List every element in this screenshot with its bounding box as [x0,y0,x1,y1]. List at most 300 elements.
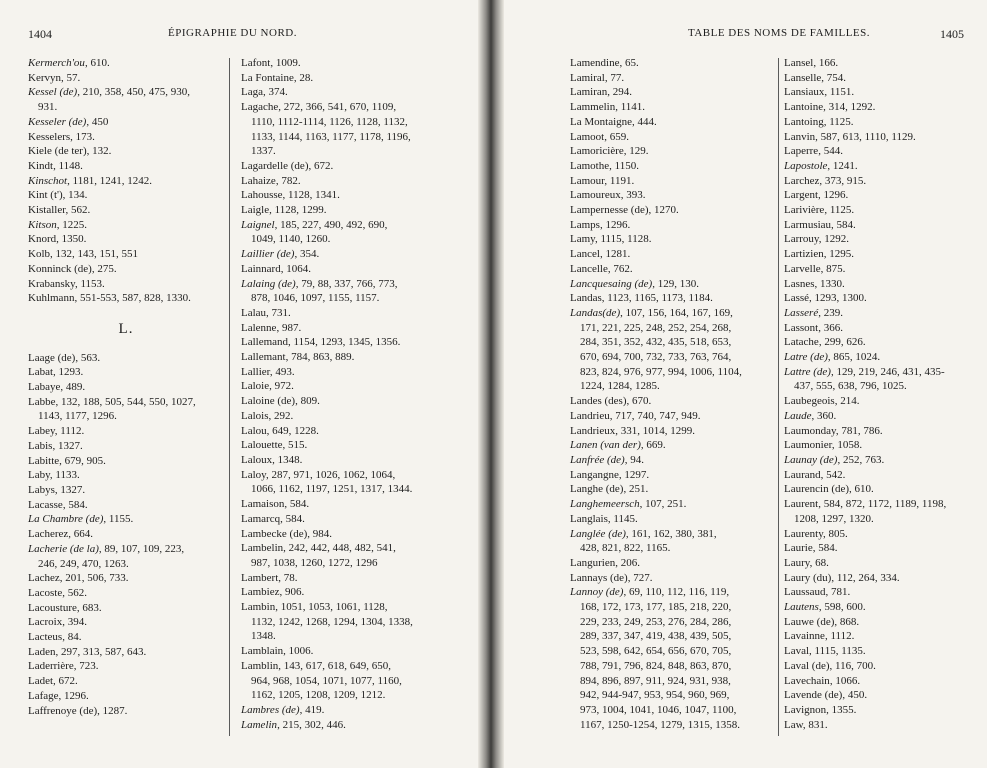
index-entry [241,541,477,556]
entry-name: Laumonier [784,439,832,452]
index-entry [570,291,776,306]
right-page [500,0,987,768]
index-entry [241,277,477,292]
index-entry [784,718,980,733]
entry-refs: , 683. [76,601,102,614]
entry-refs: , 1064. [280,262,311,275]
entry-name: Langlée (de) [570,527,626,540]
entry-refs: , 444. [632,115,657,128]
index-entry [570,85,776,100]
index-entry [241,571,477,586]
entry-refs: , 161, 162, 380, 381, [625,527,717,540]
index-entry [241,306,477,321]
index-entry [28,85,224,100]
index-entry [784,409,980,424]
entry-name: Lafage [28,689,59,702]
entries-k [28,56,224,306]
entry-refs: , 584. [831,218,856,231]
entry-refs: , 865, 1024. [827,351,881,364]
entry-continuation: 1208, 1297, 1320. [794,512,874,525]
entry-continuation: 1337. [251,145,276,158]
index-entry [28,174,224,189]
entry-refs: , 723. [73,660,99,673]
entry-refs: , 393. [620,189,646,202]
index-entry [28,56,224,71]
index-entry [241,379,477,394]
index-entry [28,203,224,218]
entry-refs: , 1006. [283,645,314,658]
entry-name: Launay (de) [784,453,838,466]
entry-refs: , 299, 626. [818,336,866,349]
entry-continuation: 670, 694, 700, 732, 733, 763, 764, [580,351,732,364]
index-entry [28,512,224,527]
entry-refs: , 1112. [824,630,855,643]
entry-name: Laillier (de) [241,248,295,261]
entry-refs: , 210, 358, 450, 475, 930, [77,86,190,99]
entry-continuation: 168, 172, 173, 177, 185, 218, 220, [580,601,732,614]
entry-refs: , 1128, 1341. [282,189,340,202]
entry-refs: , 584. [62,498,88,511]
index-entry [784,541,980,556]
entry-name: Lassont [784,321,819,334]
entry-refs: , 134. [62,189,88,202]
entry-continuation: 1162, 1205, 1208, 1209, 1212. [251,689,386,702]
index-entry [570,482,776,497]
entry-name: Langangne [570,468,619,481]
entry-name: Lambres (de) [241,703,300,716]
entry-refs: , 287, 971, 1026, 1062, 1064, [265,468,396,481]
entry-name: Langhemeersch [570,498,640,511]
entry-name: Lamoot [570,130,605,143]
entry-name: Latre (de) [784,351,828,364]
entry-refs: , 294. [607,86,633,99]
index-entry [28,395,224,410]
entry-refs: , 239. [818,306,843,319]
entry-name: Lassé [784,292,810,305]
entry-name: Lahousse [241,189,283,202]
entry-refs: , 201, 506, 733. [59,572,129,585]
entry-name: Knord [28,233,57,246]
index-entry [570,174,776,189]
entry-refs: , 1281. [599,248,631,261]
entry-refs: , 79, 88, 337, 766, 773, [295,277,398,290]
index-entry [28,439,224,454]
entry-name: Krabansky [28,277,75,290]
entry-name: Lambin [241,601,276,614]
index-entry [784,424,980,439]
entry-refs: , 1297. [618,468,650,481]
index-entry [28,365,224,380]
entry-continuation: 1224, 1284, 1285. [580,380,660,393]
entry-name: Lamendine [570,57,620,69]
entry-refs: , 185, 227, 490, 492, 690, [274,218,388,231]
entry-name: Kiele (de ter) [28,145,87,158]
index-entry [28,483,224,498]
index-entry [241,703,477,718]
index-entry [784,571,980,586]
entry-name: Laude [784,409,812,422]
index-entry [28,262,224,277]
index-entry [784,600,980,615]
entry-refs: , 1115, 1128. [594,233,652,246]
entry-name: Lamiral [570,71,605,84]
index-entry [784,232,980,247]
entry-name: Lammelin [570,101,616,114]
entry-refs: , 215, 302, 446. [277,718,346,731]
entry-name: Laffrenoye (de) [28,704,98,717]
entry-refs: , 1151. [824,86,855,99]
entry-refs: , 419. [299,703,325,716]
entry-continuation: 1066, 1162, 1197, 1251, 1317, 1344. [251,483,413,496]
entry-refs: , 669. [640,439,666,452]
entry-refs: , 1350. [56,233,87,246]
entry-continuation: 284, 351, 352, 432, 435, 518, 653, [580,336,732,349]
entry-refs: , 132. [86,145,112,158]
entry-refs: , 132, 188, 505, 544, 550, 1027, [55,395,196,408]
entry-name: Laurent [784,498,819,511]
entry-refs: , 1225. [56,218,87,231]
entry-name: Laumonday [784,424,836,437]
entry-name: Laubegeois [784,395,835,408]
index-entry [570,232,776,247]
index-entry [28,659,224,674]
entry-name: Lamothe [570,159,610,172]
entry-refs: , 984. [307,527,333,540]
entry-name: Lancel [570,248,600,261]
entry-refs: , 129. [623,145,649,158]
index-entry [570,277,776,292]
entry-name: Ladet [28,675,54,688]
index-entry [784,100,980,115]
entry-refs: , 493. [269,365,295,378]
index-entry [28,71,224,86]
entry-refs: , 670. [626,395,652,408]
entry-name: Lachez [28,572,60,585]
entry-continuation: 289, 337, 347, 419, 438, 439, 505, [580,630,732,643]
entry-name: Lancelle [570,262,608,275]
entry-refs: , 84. [62,631,82,644]
entry-refs: , 1296. [58,689,89,702]
index-entry [784,629,980,644]
right-column-divider [778,58,779,736]
entry-refs: , 112, 264, 334. [831,571,900,584]
index-entry [28,144,224,159]
index-entry [570,409,776,424]
index-entry [241,203,477,218]
left-running-title: ÉPIGRAPHIE DU NORD. [168,27,297,39]
entry-name: Lampernesse (de) [570,204,649,217]
index-entry [784,130,980,145]
entry-refs: , 69, 110, 112, 116, 119, [623,586,730,599]
entry-name: Landrieu [570,409,610,422]
entry-refs: , 551-553, 587, 828, 1330. [74,292,191,305]
entry-refs: , 562. [65,204,91,217]
entry-refs: , 1133. [49,469,80,482]
entry-name: Laurie [784,542,813,555]
entry-refs: , 1128, 1299. [269,204,327,217]
entry-name: Lantoine [784,101,824,114]
right-running-title: TABLE DES NOMS DE FAMILLES. [688,27,871,39]
entry-refs: , 94. [624,453,644,466]
index-entry [28,645,224,660]
entry-refs: , 489. [60,381,86,394]
entry-name: Laury (du) [784,571,832,584]
entry-name: Lamps [570,218,600,231]
entry-name: Lacasse [28,498,63,511]
entry-name: Laloy [241,468,266,481]
index-entry [784,174,980,189]
index-entry [570,527,776,542]
entry-continuation: 171, 221, 225, 248, 252, 254, 268, [580,321,732,334]
entry-name: Lallemand [241,336,289,349]
index-entry [241,497,477,512]
entry-continuation: 1143, 1177, 1296. [38,410,117,423]
index-entry [241,644,477,659]
entry-continuation: 1132, 1242, 1268, 1294, 1304, 1338, [251,615,413,628]
entry-name: Laperre [784,145,819,158]
entry-refs: , 672. [53,675,78,688]
entry-continuation: 1348. [251,630,276,643]
entry-refs: , 659. [604,130,629,143]
entry-name: Laage (de) [28,351,76,364]
entry-refs: , 206. [615,556,640,569]
entry-name: Labitte [28,454,60,467]
entry-name: Langurien [570,556,616,569]
index-entry [28,380,224,395]
entries-l [28,351,224,719]
entry-continuation: 973, 1004, 1041, 1046, 1047, 1100, [580,703,737,716]
right-column-2 [784,56,980,732]
entry-refs: , 562. [62,586,87,599]
entry-name: Lambiez [241,586,280,599]
index-entry [28,527,224,542]
entry-refs: , 831. [802,718,828,731]
entry-refs: , 610. [84,57,110,69]
index-entry [28,630,224,645]
entry-refs: , 132, 143, 151, 551 [50,248,138,261]
entry-refs: , 450. [842,689,868,702]
index-entry [570,203,776,218]
entry-refs: , 781. [825,586,851,599]
entry-name: Kolb [28,248,50,261]
index-entry [241,247,477,262]
index-entry [784,659,980,674]
index-entry [28,674,224,689]
entry-refs: , 987. [276,321,302,334]
entry-refs: , 107, 251. [639,498,687,511]
entry-name: Kessel (de) [28,86,78,99]
entry-refs: , 781, 786. [835,424,883,437]
index-entry [241,468,477,483]
entry-refs: , 292. [268,409,294,422]
entry-refs: , 1123, 1165, 1173, 1184. [601,292,713,305]
index-entry [784,56,980,71]
index-entry [28,351,224,366]
index-entry [241,159,477,174]
entry-refs: , 1154, 1293, 1345, 1356. [288,336,401,349]
entry-name: Kint (t') [28,189,63,202]
index-entry [241,56,477,71]
index-entry [570,144,776,159]
entry-name: Lavende (de) [784,689,843,702]
index-entry [784,556,980,571]
entry-refs: , 57. [61,71,81,84]
entry-name: Lamelin [241,718,278,731]
index-entry [570,585,776,600]
entry-continuation: 1049, 1140, 1260. [251,233,331,246]
entry-refs: , 1241. [827,159,858,172]
index-entry [784,674,980,689]
index-entry [241,424,477,439]
entry-refs: , 809. [295,395,320,408]
entry-name: Landas [570,292,602,305]
entry-refs: , 805. [823,527,848,540]
entry-refs: , 754. [821,71,847,84]
entry-refs: , 515. [282,439,308,452]
entry-name: Laurenty [784,527,823,540]
index-entry [784,365,980,380]
entry-refs: , 672. [308,159,334,172]
index-entry [241,585,477,600]
entry-continuation: 1110, 1112-1114, 1126, 1128, 1132, [251,115,408,128]
index-entry [28,704,224,719]
index-entry [28,601,224,616]
entry-name: Laby [28,469,50,482]
index-entry [784,453,980,468]
index-entry [570,306,776,321]
index-entry [241,218,477,233]
entry-name: Laga [241,86,263,99]
entry-refs: , 1148. [53,159,83,172]
index-entry [241,85,477,100]
index-entry [570,571,776,586]
index-entry [28,615,224,630]
entry-refs: , 450 [86,115,109,128]
entry-refs: , 1293, 1300. [809,292,867,305]
entry-refs: , 129, 219, 246, 431, 435- [830,365,945,378]
index-entry [784,71,980,86]
entry-refs: , 1348. [272,453,303,466]
entry-continuation: 788, 791, 796, 824, 848, 863, 870, [580,659,732,672]
entry-continuation: 823, 824, 976, 977, 994, 1006, 1104, [580,365,742,378]
entry-refs: , 1293. [53,366,84,379]
entry-refs: , 1292. [818,233,849,246]
index-entry [784,321,980,336]
entry-refs: , 679, 905. [59,454,106,467]
index-entry [570,188,776,203]
index-entry [241,321,477,336]
entry-refs: , 374. [262,86,288,99]
entry-refs: , 1287. [97,704,128,717]
index-entry [570,247,776,262]
index-entry [784,394,980,409]
entry-name: Lambecke (de) [241,527,308,540]
entry-name: Kuhlmann [28,292,75,305]
entry-name: Lamy [570,233,595,246]
entry-name: Lanvin [784,130,816,143]
index-entry [784,438,980,453]
entry-name: Landes (des) [570,395,627,408]
entry-refs: , 1009. [270,57,301,69]
entry-refs: , 1153. [74,277,105,290]
entry-refs: , 868. [834,615,860,628]
index-entry [570,159,776,174]
entry-name: Labey [28,425,55,438]
index-entry [28,571,224,586]
entry-name: Lasseré [784,306,819,319]
index-entry [784,497,980,512]
entry-refs: , 1125. [823,115,854,128]
index-entry [241,100,477,115]
index-entry [784,203,980,218]
left-column-1 [28,56,224,718]
left-column-divider [229,58,230,736]
index-entry [784,144,980,159]
entry-name: Law [784,718,803,731]
index-entry [28,454,224,469]
entry-name: Lainnard [241,262,281,275]
entry-name: Larvelle [784,262,821,275]
entry-name: Lagardelle (de) [241,159,309,172]
index-entry [28,689,224,704]
entry-refs: , 542. [820,468,846,481]
index-entry [784,644,980,659]
entry-name: Lanselle [784,71,822,84]
entry-refs: , 727. [627,571,653,584]
index-entry [28,468,224,483]
entry-refs: , 360. [811,409,837,422]
entry-name: Lamblin [241,659,279,672]
entry-refs: , 314, 1292. [823,101,876,114]
entry-name: Lamour [570,174,605,187]
entry-name: Lacherie (de la) [28,542,99,555]
index-entry [241,262,477,277]
index-entry [784,350,980,365]
index-entry [784,188,980,203]
entry-continuation: 428, 821, 822, 1165. [580,542,671,555]
entry-name: Larrouy [784,233,819,246]
entry-name: Kermerch'ou [28,57,85,69]
entry-name: Lanen (van der) [570,439,641,452]
index-entry [28,542,224,557]
index-entry [570,512,776,527]
entry-refs: , 610. [849,483,874,496]
index-entry [784,262,980,277]
entry-refs: , 173. [70,130,95,143]
entry-refs: , 1112. [54,425,85,438]
entry-name: Lacoste [28,586,63,599]
index-entry [570,438,776,453]
entry-name: Latache [784,336,819,349]
index-entry [28,586,224,601]
entry-refs: , 972. [269,380,294,393]
entries-lan [784,56,980,732]
entry-refs: , 1141. [615,101,646,114]
entry-name: Lartizien [784,248,824,261]
entry-name: Laurand [784,468,821,481]
index-entry [241,512,477,527]
entry-refs: , 1181, 1241, 1242. [67,174,152,187]
entry-name: Laloux [241,453,273,466]
right-column-1 [570,56,776,732]
left-column-2 [241,56,477,732]
entry-name: Lannays (de) [570,571,628,584]
entry-refs: , 1330. [814,277,845,290]
index-entry [241,409,477,424]
entry-refs: , 28. [293,71,314,84]
index-entry [570,468,776,483]
entry-refs: , 598, 600. [818,601,866,614]
